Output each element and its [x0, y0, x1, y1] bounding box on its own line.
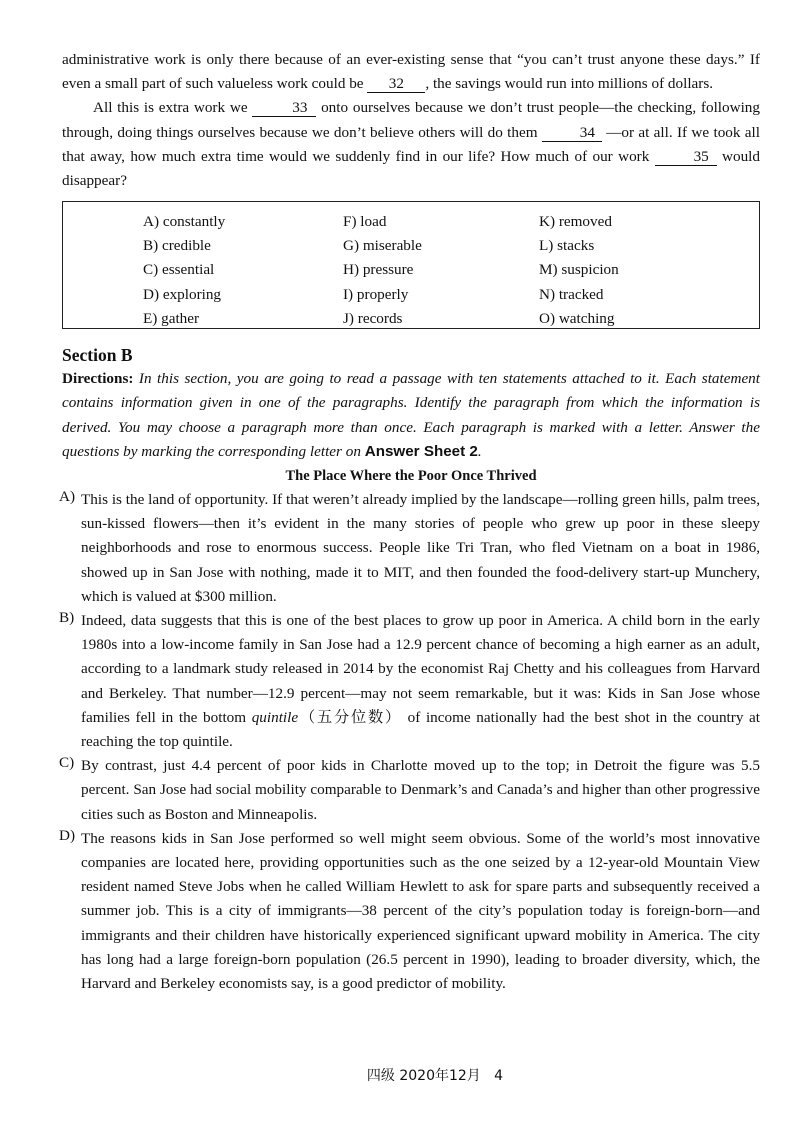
paragraph-c — [59, 754, 760, 827]
passage-paragraph-top-1 — [62, 48, 760, 96]
word-option: M) suspicion — [539, 261, 619, 279]
blank-34: 34 — [542, 125, 602, 142]
word-option: C) essential — [143, 261, 215, 279]
paragraph-d — [59, 827, 760, 996]
text-run: —or at all. If we took all that away, how much extra time would we suddenly find in our life? How much of our work — [62, 123, 760, 165]
paragraph-b — [59, 609, 760, 754]
directions-label: Directions: — [62, 370, 134, 388]
word-option: D) exploring — [143, 285, 222, 303]
word-bank-column-3 — [539, 210, 619, 330]
word-option: A) constantly — [143, 213, 226, 231]
passage-paragraph-top-2 — [62, 96, 760, 193]
text-run: would disappear? — [62, 147, 760, 190]
blank-33: 33 — [252, 100, 316, 117]
word-option: N) tracked — [539, 285, 604, 303]
word-option: B) credible — [143, 237, 211, 255]
paragraph-text — [81, 609, 760, 754]
paragraph-text: This is the land of opportunity. If that weren’t already implied by the landscape—rolling green hills, palm trees, sun-kissed flowers—then it’s evident in the many stories of people who grew up poor in these sleepy neighborhoods and rose to enormous success. People like Tri Tran, who fled Vietnam on a boat in 1986, showed up in San Jose with nothing, made it to MIT, and then founded the food-delivery start-up Munchery, which is valued at $300 million. — [81, 491, 760, 605]
answer-sheet-label: Answer Sheet 2 — [364, 442, 478, 460]
term-quintile: quintile — [251, 708, 299, 726]
paragraph-label: B) — [59, 609, 75, 627]
exam-label: 四级 2020年12月 — [366, 1068, 481, 1084]
paragraph-text: The reasons kids in San Jose performed so well might seem obvious. Some of the world’s most innovative companies are located here, providing opportunities such as the one seized by a 12-year-old Mountain View resident named Steve Jobs when he called William Hewlett to ask for spare parts and subsequently received a summer job. This is a city of immigrants—38 percent of the city’s population today is foreign-born—and immigrants and their children have historically experienced significant upward mobility in America. The city has long had a large foreign-born population (26.5 percent in 1990), leading to broader diversity, which, the Harvard and Berkeley economists say, is a good predictor of mobility. — [81, 829, 760, 993]
word-option: O) watching — [539, 309, 615, 327]
word-option: H) pressure — [343, 261, 414, 279]
paragraph-label: C) — [59, 754, 75, 772]
word-option: K) removed — [539, 213, 612, 231]
blank-35: 35 — [655, 149, 717, 166]
section-b-directions — [62, 367, 760, 464]
text-run: administrative work is only there because of an ever-existing sense that “you can’t trust anyone these days.” If even a small part of such valueless work could be — [62, 51, 760, 93]
section-b-title: Section B — [62, 345, 133, 366]
word-bank-column-2 — [343, 210, 422, 330]
word-option: J) records — [343, 309, 403, 327]
passage-title: The Place Where the Poor Once Thrived — [285, 468, 537, 485]
word-option: G) miserable — [343, 237, 422, 255]
paragraph-label: A) — [59, 488, 76, 506]
text-run: of income nationally had the best shot in the country at reaching the top quintile. — [81, 708, 761, 751]
blank-32: 32 — [367, 76, 425, 93]
directions-text: In this section, you are going to read a passage with ten statements attached to it. Each statement contains information given in one of the paragraphs. Identify the paragraph from which the information is derived. You may choose a paragraph more than once. Each paragraph is marked with a letter. Answer the questions by marking the corresponding letter on — [62, 370, 760, 460]
paragraph-text: By contrast, just 4.4 percent of poor kids in Charlotte moved up to the top; in Detroit the figure was 5.5 percent. San Jose had social mobility comparable to Denmark’s and Canada’s and higher than other progressive cities such as Boston and Minneapolis. — [81, 757, 760, 823]
page-footer — [0, 1065, 800, 1085]
text-run: , the savings would run into millions of dollars. — [425, 75, 714, 93]
word-bank-column-1 — [143, 210, 225, 330]
text-run: Indeed, data suggests that this is one of the best places to grow up poor in America. A child born in the early 1980s into a low-income family in San Jose had a 12.9 percent chance of becoming a high earner as an adult, according to a landmark study released in 2014 by the economist Raj Chetty and his colleagues from Harvard and Berkeley. That number—12.9 percent—may not seem remarkable, but it was: Kids in San Jose whose families fell in the bottom — [81, 612, 760, 726]
term-gloss: （五分位数） — [298, 708, 403, 726]
text-run: onto ourselves because we don’t trust people—the checking, following through, doing things ourselves because we don’t believe others will do them — [62, 99, 760, 141]
page-number: 4 — [494, 1068, 504, 1084]
word-option: F) load — [343, 213, 387, 231]
text-run: All this is extra work we — [93, 99, 253, 117]
word-bank-box — [62, 201, 760, 329]
word-option: E) gather — [143, 309, 200, 327]
exam-page — [59, 48, 761, 996]
paragraph-label: D) — [59, 826, 76, 844]
paragraph-a — [59, 488, 760, 609]
word-option: I) properly — [343, 285, 409, 303]
directions-end: . — [477, 442, 482, 460]
word-option: L) stacks — [539, 237, 595, 255]
